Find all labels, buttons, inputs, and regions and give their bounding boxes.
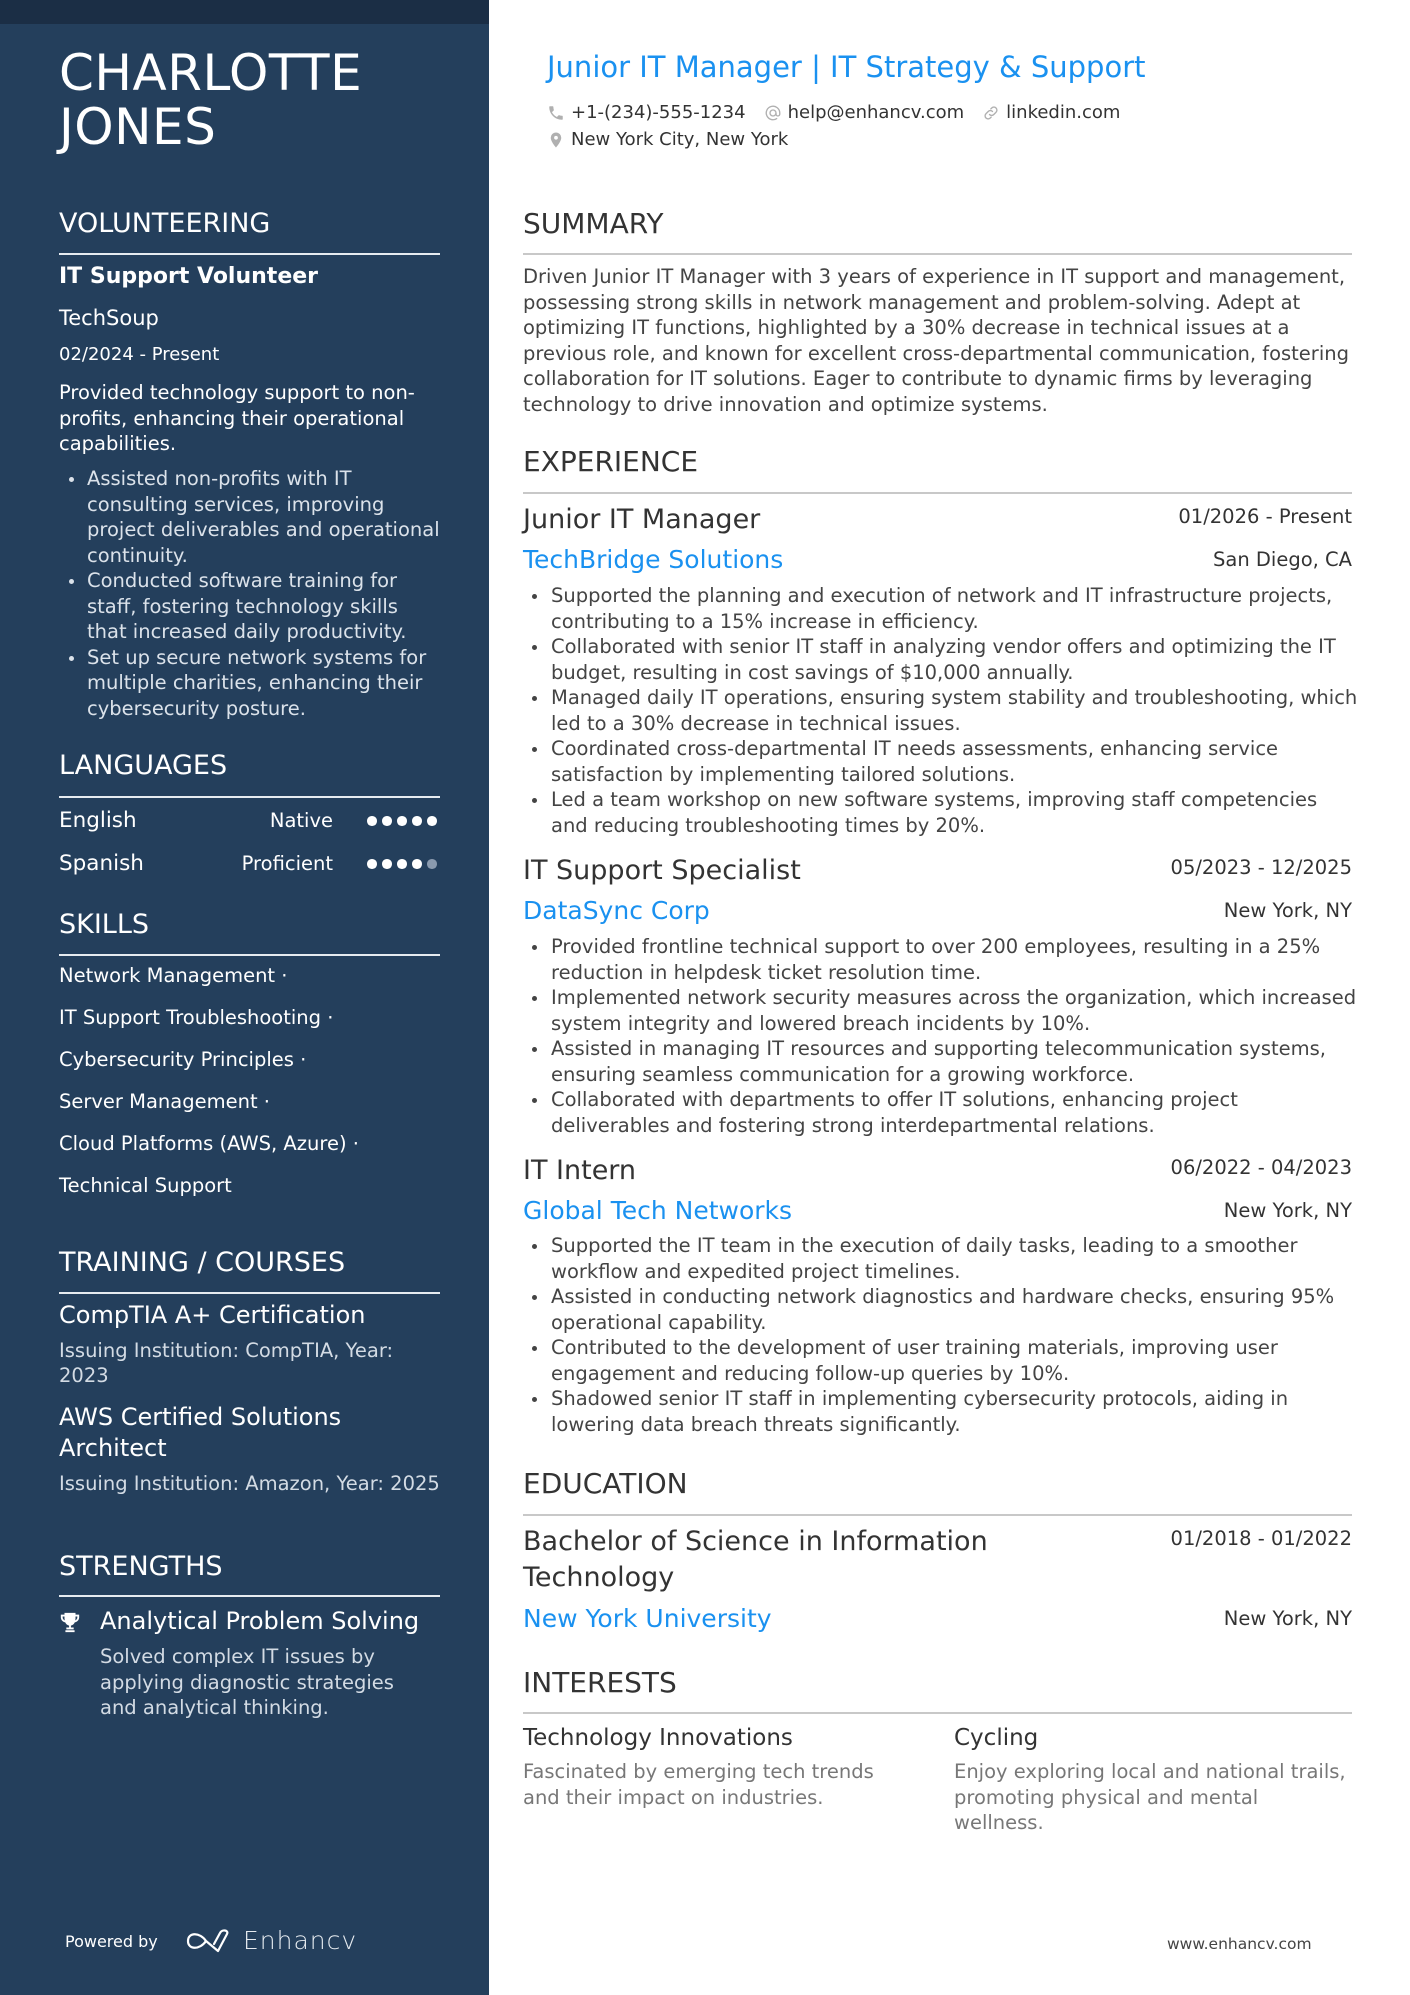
list-item: Assisted non-profits with IT consulting services, improving project deliverables and operational continuity. bbox=[59, 466, 440, 568]
interest-title: Cycling bbox=[954, 1725, 1039, 1751]
section-divider bbox=[523, 1514, 1352, 1516]
list-item: Set up secure network systems for multiple charities, enhancing their cybersecurity posture. bbox=[59, 645, 440, 722]
name-first: CHARLOTTE bbox=[59, 44, 363, 102]
volunteer-bullets bbox=[59, 466, 440, 721]
volunteer-dates: 02/2024 - Present bbox=[59, 344, 220, 365]
language-name: Spanish bbox=[59, 851, 144, 876]
experience-heading: EXPERIENCE bbox=[523, 445, 699, 478]
education-dates: 01/2018 - 01/2022 bbox=[1170, 1527, 1352, 1550]
list-item: Conducted software training for staff, fostering technology skills that increased daily productivity. bbox=[59, 568, 440, 645]
proficiency-dots bbox=[367, 816, 437, 826]
dot-empty-icon bbox=[427, 859, 437, 869]
website-footer[interactable]: www.enhancv.com bbox=[1167, 1935, 1312, 1953]
list-item: Assisted in conducting network diagnostics and hardware checks, ensuring 95% operational capability. bbox=[523, 1284, 1358, 1335]
school-name[interactable]: New York University bbox=[523, 1604, 772, 1633]
summary-heading: SUMMARY bbox=[523, 207, 664, 240]
list-item: Shadowed senior IT staff in implementing cybersecurity protocols, aiding in lowering data breach threats significantly. bbox=[523, 1386, 1358, 1437]
degree-title: Bachelor of Science in Information Technology bbox=[523, 1526, 988, 1593]
list-item: Led a team workshop on new software systems, improving staff competencies and reducing troubleshooting times by 20%. bbox=[523, 787, 1358, 838]
skill-item: IT Support Troubleshooting · bbox=[59, 1006, 334, 1029]
job-dates: 06/2022 - 04/2023 bbox=[1170, 1156, 1352, 1179]
location-text: New York City, New York bbox=[571, 129, 789, 150]
section-divider bbox=[523, 1712, 1352, 1714]
link-icon bbox=[982, 103, 1000, 123]
strength-title: Analytical Problem Solving bbox=[100, 1607, 420, 1635]
course-title: CompTIA A+ Certification bbox=[59, 1301, 366, 1329]
job-location: New York, NY bbox=[1223, 899, 1352, 922]
list-item: Contributed to the development of user training materials, improving user engagement and reducing follow-up queries by 10%. bbox=[523, 1335, 1358, 1386]
headline: Junior IT Manager | IT Strategy & Support bbox=[547, 50, 1146, 84]
list-item: Managed daily IT operations, ensuring system stability and troubleshooting, which led to a 30% decrease in technical issues. bbox=[523, 685, 1358, 736]
job-bullets bbox=[523, 934, 1358, 1138]
skill-item: Network Management · bbox=[59, 964, 288, 987]
language-row-spanish bbox=[59, 849, 440, 879]
job-company[interactable]: Global Tech Networks bbox=[523, 1196, 793, 1225]
volunteer-organization: TechSoup bbox=[59, 306, 159, 330]
list-item: Coordinated cross-departmental IT needs assessments, enhancing service satisfaction by implementing tailored solutions. bbox=[523, 736, 1358, 787]
phone-icon bbox=[547, 103, 565, 123]
interests-heading: INTERESTS bbox=[523, 1666, 677, 1699]
list-item: Provided frontline technical support to over 200 employees, resulting in a 25% reduction in helpdesk ticket resolution time. bbox=[523, 934, 1358, 985]
volunteering-heading: VOLUNTEERING bbox=[59, 208, 271, 239]
list-item: Collaborated with departments to offer IT solutions, enhancing project deliverables and fostering strong interdepartmental relations. bbox=[523, 1087, 1358, 1138]
contact-location bbox=[547, 128, 788, 152]
name-last: JONES bbox=[59, 98, 217, 156]
section-divider bbox=[59, 253, 440, 255]
list-item: Supported the IT team in the execution of daily tasks, leading to a smoother workflow and expedited project timelines. bbox=[523, 1233, 1358, 1284]
powered-by-label: Powered by bbox=[65, 1932, 158, 1951]
dot-filled-icon bbox=[382, 859, 392, 869]
list-item: Supported the planning and execution of network and IT infrastructure projects, contributing to a 15% increase in efficiency. bbox=[523, 583, 1358, 634]
job-title: IT Intern bbox=[523, 1155, 637, 1186]
job-location: San Diego, CA bbox=[1213, 548, 1352, 571]
skill-item: Server Management · bbox=[59, 1090, 270, 1113]
list-item: Assisted in managing IT resources and supporting telecommunication systems, ensuring seamless communication for a growing workforce. bbox=[523, 1036, 1358, 1087]
contact-link[interactable] bbox=[982, 101, 1120, 125]
course-title: AWS Certified Solutions Architect bbox=[59, 1403, 342, 1462]
list-item: Implemented network security measures across the organization, which increased system integrity and lowered breach incidents by 10%. bbox=[523, 985, 1358, 1036]
contact-email[interactable] bbox=[764, 101, 965, 125]
section-divider bbox=[59, 954, 440, 956]
proficiency-dots bbox=[367, 859, 437, 869]
school-location: New York, NY bbox=[1223, 1607, 1352, 1630]
interest-description: Fascinated by emerging tech trends and their impact on industries. bbox=[523, 1760, 874, 1809]
section-divider bbox=[523, 253, 1352, 255]
job-company[interactable]: TechBridge Solutions bbox=[523, 545, 784, 574]
section-divider bbox=[59, 796, 440, 798]
language-name: English bbox=[59, 808, 137, 833]
skill-item: Cybersecurity Principles · bbox=[59, 1048, 307, 1071]
location-pin-icon bbox=[547, 130, 565, 150]
dot-filled-icon bbox=[397, 859, 407, 869]
skills-heading: SKILLS bbox=[59, 909, 150, 940]
link-text: linkedin.com bbox=[1006, 102, 1121, 123]
strengths-heading: STRENGTHS bbox=[59, 1551, 223, 1582]
strength-description: Solved complex IT issues by applying diagnostic strategies and analytical thinking. bbox=[100, 1645, 394, 1719]
course-institution: Issuing Institution: Amazon, Year: 2025 bbox=[59, 1472, 440, 1495]
job-dates: 05/2023 - 12/2025 bbox=[1170, 856, 1352, 879]
volunteer-role: IT Support Volunteer bbox=[59, 264, 319, 289]
section-divider bbox=[59, 1292, 440, 1294]
contact-row bbox=[547, 101, 1120, 125]
job-company[interactable]: DataSync Corp bbox=[523, 896, 710, 925]
interest-title: Technology Innovations bbox=[523, 1725, 793, 1751]
job-title: Junior IT Manager bbox=[523, 504, 761, 535]
dot-filled-icon bbox=[367, 816, 377, 826]
enhancv-logo-icon bbox=[184, 1928, 234, 1954]
language-row-english bbox=[59, 806, 440, 836]
interest-item bbox=[954, 1723, 1354, 1836]
interest-description: Enjoy exploring local and national trails, promoting physical and mental wellness. bbox=[954, 1760, 1346, 1834]
enhancv-brand[interactable]: Enhancv bbox=[243, 1926, 358, 1955]
trophy-icon bbox=[59, 1610, 81, 1634]
dot-filled-icon bbox=[382, 816, 392, 826]
contact-phone[interactable] bbox=[547, 101, 746, 125]
job-bullets bbox=[523, 583, 1358, 838]
job-title: IT Support Specialist bbox=[523, 855, 801, 886]
section-divider bbox=[59, 1595, 440, 1597]
skill-item: Technical Support bbox=[59, 1174, 232, 1197]
sidebar-top-strip bbox=[0, 0, 489, 24]
dot-filled-icon bbox=[412, 816, 422, 826]
dot-filled-icon bbox=[367, 859, 377, 869]
dot-filled-icon bbox=[397, 816, 407, 826]
email-text: help@enhancv.com bbox=[787, 102, 965, 123]
volunteer-description: Provided technology support to non-profits, enhancing their operational capabilities. bbox=[59, 381, 415, 455]
job-location: New York, NY bbox=[1223, 1199, 1352, 1222]
dot-filled-icon bbox=[427, 816, 437, 826]
skill-item: Cloud Platforms (AWS, Azure) · bbox=[59, 1132, 359, 1155]
candidate-name bbox=[59, 46, 479, 154]
job-dates: 01/2026 - Present bbox=[1178, 505, 1352, 528]
course-institution: Issuing Institution: CompTIA, Year: 2023 bbox=[59, 1339, 394, 1387]
phone-text: +1-(234)-555-1234 bbox=[571, 102, 746, 123]
sidebar bbox=[0, 0, 489, 1995]
education-heading: EDUCATION bbox=[523, 1467, 688, 1500]
job-bullets bbox=[523, 1233, 1358, 1437]
section-divider bbox=[523, 492, 1352, 494]
languages-heading: LANGUAGES bbox=[59, 750, 228, 781]
interest-item bbox=[523, 1723, 923, 1810]
training-heading: TRAINING / COURSES bbox=[59, 1247, 346, 1278]
language-level: Native bbox=[269, 809, 333, 832]
summary-text: Driven Junior IT Manager with 3 years of experience in IT support and management, possessing strong skills in network management and problem-solving. Adept at optimizing IT functions, highlighted by a 30% decrease in technical issues at a previous role, and known for excellent cross-departmental communication, fostering collaboration for IT solutions. Eager to contribute to dynamic firms by leveraging technology to drive innovation and optimize systems. bbox=[523, 265, 1349, 416]
at-icon bbox=[764, 103, 782, 123]
location-row bbox=[547, 128, 788, 152]
list-item: Collaborated with senior IT staff in analyzing vendor offers and optimizing the IT budget, resulting in cost savings of $10,000 annually. bbox=[523, 634, 1358, 685]
dot-filled-icon bbox=[412, 859, 422, 869]
language-level: Proficient bbox=[241, 852, 333, 875]
